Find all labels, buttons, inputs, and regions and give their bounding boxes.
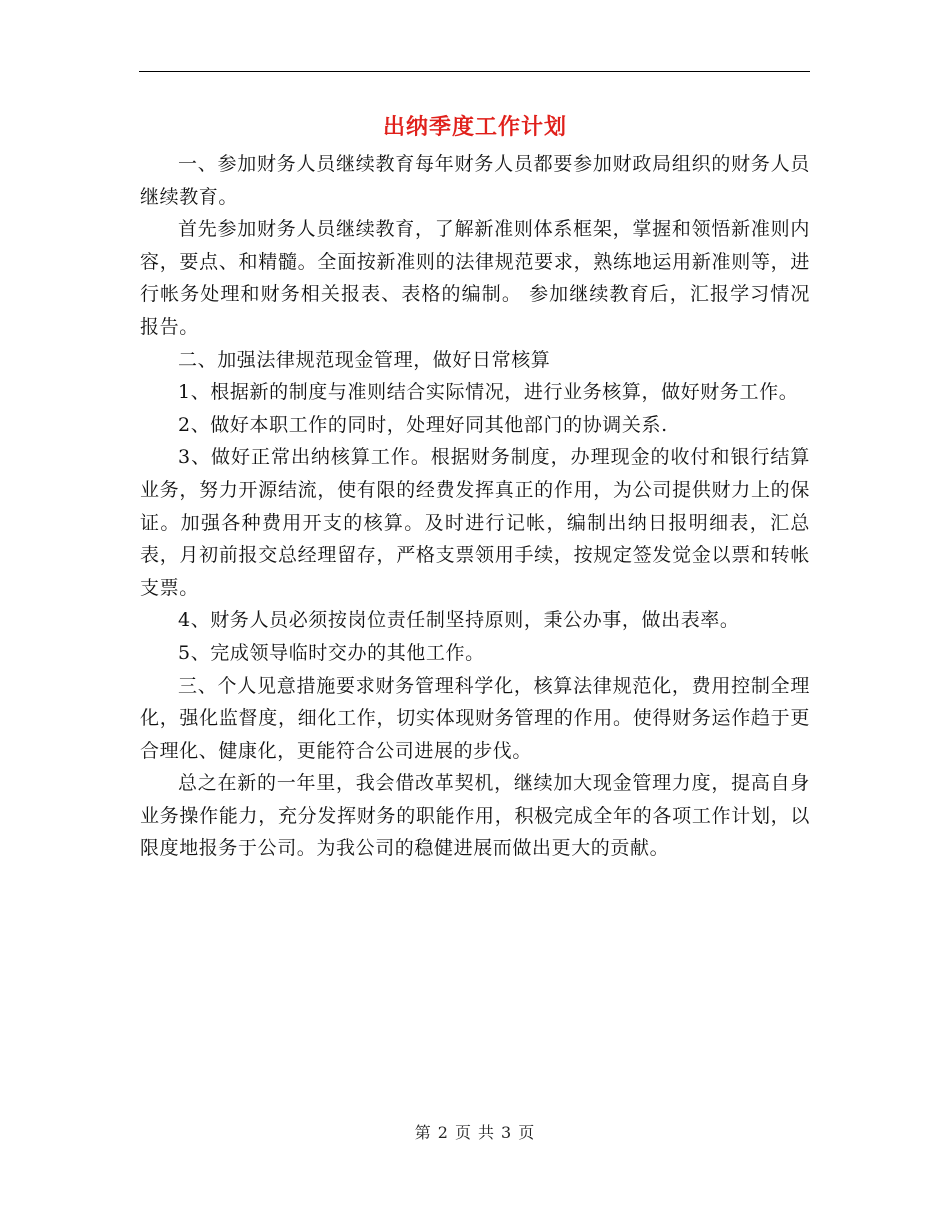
- paragraph-4: 1、根据新的制度与准则结合实际情况，进行业务核算，做好财务工作。: [178, 381, 799, 404]
- paragraph-6: 3、做好正常出纳核算工作。根据财务制度，办理现金的收付和银行结算业务，努力开源结流，使有限的经费发挥真正的作用，为公司提供财力上的保证。加强各种费用开支的核算。及时进行记帐，编制出纳日报明细表，汇总表，月初前报交总经理留存，严格支票领用手续，按规定签发觉金以票和转帐支票。: [140, 446, 810, 599]
- footer-current-page: 2: [437, 1123, 449, 1142]
- footer-prefix: 第: [414, 1123, 432, 1142]
- paragraph-2: 首先参加财务人员继续教育，了解新准则体系框架，掌握和领悟新准则内容，要点、和精髓。全面按新准则的法律规范要求，熟练地运用新准则等，进行帐务处理和财务相关报表、表格的编制。 参加继续教育后，汇报学习情况报告。: [140, 218, 810, 338]
- document-title: 出纳季度工作计划: [382, 115, 567, 140]
- paragraph-5: 2、做好本职工作的同时，处理好同其他部门的协调关系.: [178, 413, 668, 436]
- header-rule: [139, 71, 810, 72]
- paragraph-8: 5、完成领导临时交办的其他工作。: [178, 641, 485, 664]
- paragraph-7: 4、财务人员必须按岗位责任制坚持原则，秉公办事，做出表率。: [178, 609, 740, 632]
- page-footer: [0, 1120, 950, 1143]
- paragraph-3: 二、加强法律规范现金管理，做好日常核算: [178, 348, 551, 371]
- paragraph-9: 三、个人见意措施要求财务管理科学化，核算法律规范化，费用控制全理化，强化监督度，细化工作，切实体现财务管理的作用。使得财务运作趋于更合理化、健康化，更能符合公司进展的步伐。: [140, 674, 810, 762]
- paragraph-1: 一、参加财务人员继续教育每年财务人员都要参加财政局组织的财务人员继续教育。: [140, 153, 810, 208]
- paragraph-10: 总之在新的一年里，我会借改革契机，继续加大现金管理力度，提高自身业务操作能力，充分发挥财务的职能作用，积极完成全年的各项工作计划，以限度地报务于公司。为我公司的稳健进展而做出更大的贡献。: [140, 772, 810, 860]
- footer-total-pages: 3: [501, 1123, 513, 1142]
- footer-suffix: 页: [518, 1123, 536, 1142]
- document-body: [140, 148, 810, 865]
- footer-middle: 页 共: [454, 1123, 496, 1142]
